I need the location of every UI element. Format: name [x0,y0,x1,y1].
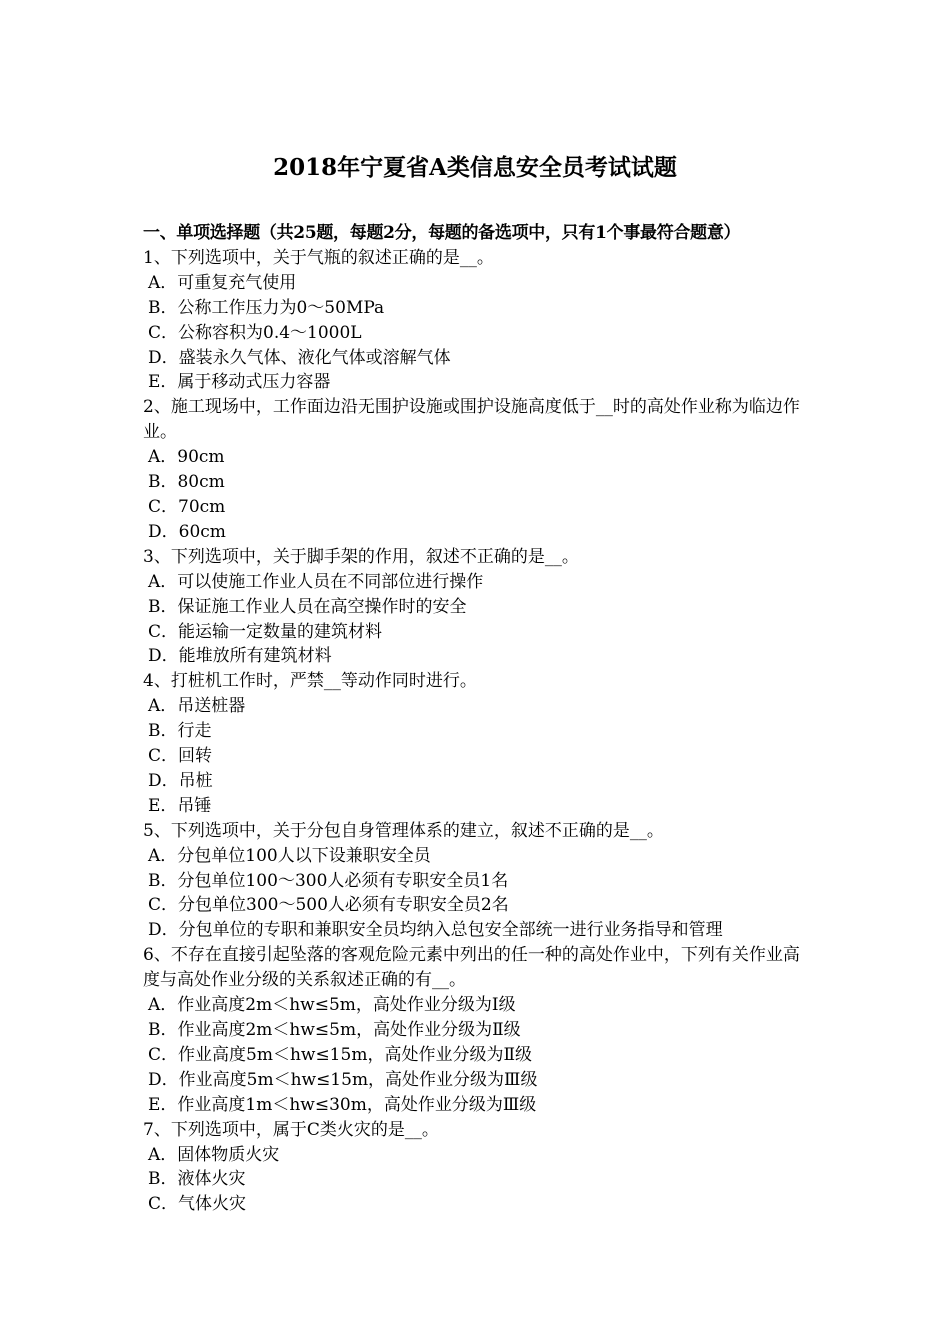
question-stem: 6、不存在直接引起坠落的客观危险元素中列出的任一种的高处作业中，下列有关作业高度与高处作业分级的关系叙述正确的有__。 [143,945,800,991]
option-c: C．气体火灾 [148,1194,247,1215]
question-1 [143,246,813,395]
option-b: B．80cm [148,472,225,493]
option-e: E．作业高度1m＜hw≤30m，高处作业分级为Ⅲ级 [148,1094,537,1115]
option-b: B．液体火灾 [148,1169,246,1190]
option-b: B．作业高度2m＜hw≤5m，高处作业分级为Ⅱ级 [148,1020,521,1040]
option-b: B．公称工作压力为0～50MPa [148,297,385,318]
question-stem: 3、下列选项中，关于脚手架的作用，叙述不正确的是__。 [143,546,579,567]
option-a: A．可以使施工作业人员在不同部位进行操作 [148,571,484,592]
question-stem: 2、施工现场中，工作面边沿无围护设施或围护设施高度低于__时的高处作业称为临边作业。 [143,397,800,443]
question-6 [143,943,813,1117]
option-e: E．属于移动式压力容器 [148,372,331,393]
question-5 [143,819,813,944]
option-a: A．固体物质火灾 [148,1144,280,1165]
option-d: D．能堆放所有建筑材料 [148,646,332,667]
question-stem: 5、下列选项中，关于分包自身管理体系的建立，叙述不正确的是__。 [143,820,664,841]
question-3 [143,545,813,670]
option-b: B．保证施工作业人员在高空操作时的安全 [148,596,467,617]
option-d: D．60cm [148,521,226,542]
question-stem: 1、下列选项中，关于气瓶的叙述正确的是__。 [143,247,494,268]
option-c: C．公称容积为0.4～1000L [148,322,362,343]
question-2 [143,395,813,544]
option-c: C．70cm [148,496,226,517]
option-a: A．90cm [148,447,225,468]
document-body [143,221,813,1217]
question-7 [143,1118,813,1218]
question-stem: 7、下列选项中，属于C类火灾的是__。 [143,1119,439,1140]
option-d: D．分包单位的专职和兼职安全员均纳入总包安全部统一进行业务指导和管理 [148,920,723,941]
document-title: 2018年宁夏省A类信息安全员考试试题 [273,154,677,181]
option-d: D．盛装永久气体、液化气体或溶解气体 [148,347,451,368]
option-c: C．能运输一定数量的建筑材料 [148,621,383,642]
option-a: A．可重复充气使用 [148,272,297,293]
option-a: A．吊送桩器 [148,696,246,717]
option-a: A．分包单位100人以下设兼职安全员 [148,845,431,866]
question-4 [143,669,813,818]
option-d: D．作业高度5m＜hw≤15m，高处作业分级为Ⅲ级 [148,1069,538,1090]
option-c: C．作业高度5m＜hw≤15m，高处作业分级为Ⅱ级 [148,1044,532,1065]
question-stem: 4、打桩机工作时，严禁__等动作同时进行。 [143,671,477,692]
option-e: E．吊锤 [148,795,212,816]
option-d: D．吊桩 [148,770,213,791]
option-c: C．回转 [148,746,213,767]
option-a: A．作业高度2m＜hw≤5m，高处作业分级为Ⅰ级 [148,995,516,1016]
option-b: B．分包单位100～300人必须有专职安全员1名 [148,870,509,891]
option-b: B．行走 [148,721,212,742]
option-c: C．分包单位300～500人必须有专职安全员2名 [148,895,509,916]
section-heading: 一、单项选择题（共25题，每题2分，每题的备选项中，只有1个事最符合题意） [143,223,741,243]
